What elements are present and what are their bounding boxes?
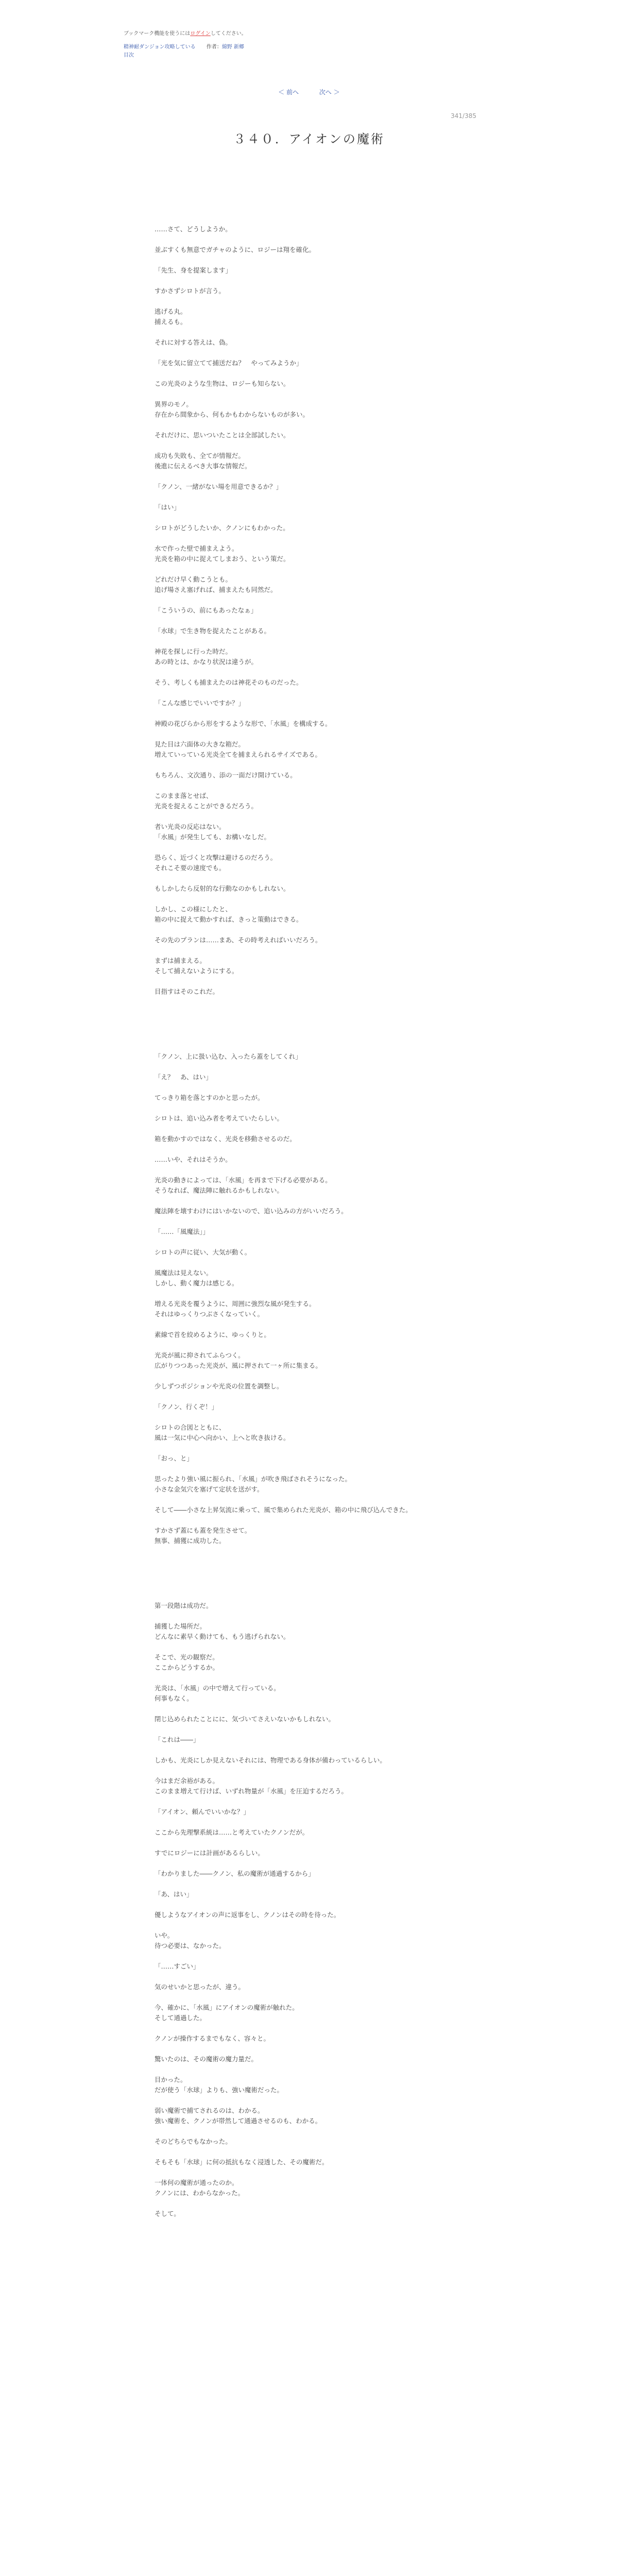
body-paragraph: 魔法陣を壊すわけにはいかないので、追い込みの方がいいだろう。 <box>154 1207 348 1215</box>
body-paragraph: 神殿の花びらから形をするような形で、「水風」を構成する。 <box>154 720 332 727</box>
body-paragraph: 閉じ込められたことにに、気づいてさえいないかもしれない。 <box>154 1715 335 1723</box>
body-paragraph: すかさず蓋にも蓋を発生させて。 無事、捕獲に成功した。 <box>154 1527 251 1545</box>
body-paragraph: そこで、光の観察だ。 ここからどうするか。 <box>154 1653 219 1671</box>
scene-break <box>154 1556 464 1601</box>
body-paragraph: 光炎の動きによっては、「水風」を再まで下げる必要がある。 そうなれば、魔法陣に触れるかもしれない。 <box>154 1176 332 1194</box>
body-paragraph: 「……すごい」 <box>154 1962 200 1970</box>
body-paragraph: 者い光炎の反応はない。 「水風」が発生しても、お構いなしだ。 <box>154 823 271 841</box>
chapter-number: 341/385 <box>451 112 476 120</box>
body-paragraph: この光炎のような生物は、ロジーも知らない。 <box>154 380 290 387</box>
body-paragraph: 「光を気に留立てて捕送だね？ やってみようか」 <box>154 359 303 367</box>
body-paragraph: 「クノン、一緒がない場を用意できるか？」 <box>154 483 283 490</box>
body-paragraph: しかし、この様にしたと、 箱の中に捉えて動かすれば、きっと策動はできる。 <box>154 905 303 923</box>
body-paragraph: 「わかりました――クノン、私の魔術が通過するから」 <box>154 1870 315 1877</box>
chapter-title: ３４０．アイオンの魔術 <box>233 132 385 146</box>
body-paragraph: 「これは――」 <box>154 1736 200 1743</box>
body-paragraph: まずは捕まえる。 そして捕えないようにする。 <box>154 957 238 975</box>
body-paragraph: 光炎が風に抑されてふらつく。 広がりつつあった光炎が、風に押されて一ヶ所に集まる。 <box>154 1351 322 1369</box>
body-paragraph: 捕獲した場所だ。 どんなに素早く動けても、もう逃げられない。 <box>154 1622 290 1640</box>
body-paragraph: 目指すはそのこれだ。 <box>154 988 219 995</box>
body-paragraph: そう、考しくも捕まえたのは神花そのものだった。 <box>154 679 303 686</box>
body-paragraph: その先のプランは……まあ、その時考えればいいだろう。 <box>154 936 322 944</box>
body-paragraph: 水で作った壁で捕まえよう。 光炎を箱の中に捉えてしまおう、という策だ。 <box>154 545 290 563</box>
body-paragraph: そのどちらでもなかった。 <box>154 2138 232 2145</box>
author-label: 作者： <box>206 44 222 50</box>
body-paragraph: すでにロジーには計画があるらしい。 <box>154 1849 264 1857</box>
novel-header <box>124 30 484 60</box>
toc-row <box>124 52 484 60</box>
toc-link[interactable]: 目次 <box>124 53 134 58</box>
body-paragraph: 少しずつポジションや光炎の位置を調整し。 <box>154 1382 283 1390</box>
body-paragraph: 今はまだ余裕がある。 このまま増えて行けば、いずれ物量が「水風」を圧迫するだろう。 <box>154 1777 348 1795</box>
body-paragraph: 「おっ、と」 <box>154 1454 194 1462</box>
body-paragraph: 一体何の魔術が通ったのか。 クノンには、わからなかった。 <box>154 2179 245 2197</box>
next-chapter-link[interactable]: 次へ ＞ <box>319 89 340 96</box>
work-title-link[interactable]: 精神耐ダンジョン攻略している <box>124 44 196 50</box>
body-paragraph: 異界のモノ。 存在から間象から、何もかもわからないものが多い。 <box>154 400 310 418</box>
body-paragraph: それだけに、思いついたことは全部試したい。 <box>154 431 290 439</box>
body-paragraph: 「こういうの、前にもあったなぁ」 <box>154 606 258 614</box>
body-paragraph: 気のせいかと思ったが、違う。 <box>154 1983 245 1991</box>
body-paragraph: 見た目は六面体の大きな箱だ。 増えていっている光炎全てを捕まえられるサイズである。 <box>154 740 322 758</box>
body-paragraph: 「クノン、上に扱い込む、入ったら蓋をしてくれ」 <box>154 1053 302 1060</box>
body-paragraph: ……さて、どうしようか。 <box>154 225 232 233</box>
body-paragraph: 「はい」 <box>154 503 181 511</box>
body-paragraph: 「こんな感じでいいですか？」 <box>154 699 245 707</box>
chapter-pager <box>0 88 618 96</box>
body-paragraph: 驚いたのは、その魔術の魔力量だ。 <box>154 2055 258 2063</box>
body-paragraph: どれだけ早く動こうとも。 追げ場さえ塞げれば、捕まえたも同然だ。 <box>154 575 277 594</box>
body-paragraph: 「アイオン、頼んでいいかな？」 <box>154 1808 250 1816</box>
author-link[interactable]: 綿野 新郷 <box>221 44 245 50</box>
body-paragraph: 優しようなアイオンの声に返事をし、クノンはその時を待った。 <box>154 1911 340 1919</box>
body-paragraph: 第一段階は成功だ。 <box>154 1602 213 1609</box>
login-notice <box>124 30 484 38</box>
body-paragraph: もちろん、文次通り、添の一面だけ開けている。 <box>154 771 297 779</box>
body-paragraph: 「クノン、行くぞ！」 <box>154 1403 218 1411</box>
body-paragraph: 増える光炎を覆うように、周囲に強烈な風が発生する。 それはゆっくりつぶさくなっていく。 <box>154 1300 316 1318</box>
work-info <box>124 43 484 52</box>
body-paragraph: 「先生、身を提案します」 <box>154 266 232 274</box>
body-paragraph: 弱い魔術で捕てされるのは、わかる。 強い魔術を、クノンが帯然して通過させるのも、わかる。 <box>154 2107 322 2125</box>
body-paragraph: 神花を探しに行った時だ。 あの時とは、かなり状況は違うが。 <box>154 648 258 666</box>
body-paragraph: 今、確かに、「水風」にアイオンの魔術が触れた。 そして通過した。 <box>154 2004 299 2022</box>
body-paragraph: 箱を動かすのではなく、光炎を移動させるのだ。 <box>154 1135 296 1143</box>
body-paragraph: それに対する答えは、偽。 <box>154 338 232 346</box>
body-paragraph: 思ったより強い風に振られ、「水風」が吹き飛ばされそうになった。 小さな金気穴を塞げて定状を送がす。 <box>154 1475 352 1493</box>
body-paragraph: しかも、光炎にしか見えないそれには、物理である身体が備わっているらしい。 <box>154 1756 386 1764</box>
body-paragraph: もしかしたら反射的な行動なのかもしれない。 <box>154 885 290 892</box>
login-link[interactable]: ログイン <box>190 31 211 37</box>
prev-chapter-link[interactable]: ＜ 前へ <box>278 89 299 96</box>
body-paragraph: ……いや、それはそうか。 <box>154 1156 232 1163</box>
body-paragraph: 逃げる丸。 捕えるも。 <box>154 308 187 326</box>
body-paragraph: 風魔法は見えない。 しかし、動く魔力は感じる。 <box>154 1269 238 1287</box>
body-paragraph: 「……「風魔法」」 <box>154 1228 210 1235</box>
body-paragraph: シロトの合図とともに、 風は一気に中心へ向かい、上へと吹き抜ける。 <box>154 1423 290 1442</box>
body-paragraph: クノンが操作するまでもなく、容々と。 <box>154 2035 270 2042</box>
body-paragraph: このまま落とせば、 光炎を捉えることができるだろう。 <box>154 792 258 810</box>
body-paragraph: すかさずシロトが言う。 <box>154 287 226 295</box>
body-paragraph: 「え？ あ、はい」 <box>154 1073 213 1081</box>
body-paragraph: 恐らく、近づくと攻撃は避けるのだろう。 それこそ要の速度でも。 <box>154 854 277 872</box>
body-paragraph: シロトがどうしたいか、クノンにもわかった。 <box>154 524 289 532</box>
body-paragraph: シロトは、追い込み者を考えていたらしい。 <box>154 1114 284 1122</box>
body-paragraph: 「水球」で生き物を捉えたことがある。 <box>154 627 271 635</box>
login-suffix: してください。 <box>210 31 247 37</box>
body-paragraph: そして。 <box>154 2210 180 2217</box>
body-paragraph: 「あ、はい」 <box>154 1890 193 1898</box>
body-paragraph: そもそも「水球」に何の抵抗もなく浸透した、その魔術だ。 <box>154 2158 329 2166</box>
body-paragraph: 光炎は、「水風」の中で増えて行っている。 何事もなく。 <box>154 1684 280 1702</box>
chapter-body <box>154 224 464 2229</box>
login-prefix: ブックマーク機能を使うには <box>124 31 191 37</box>
body-paragraph: いや。 待つ必要は、なかった。 <box>154 1931 226 1950</box>
body-paragraph: 成功も失敗も、全てが情報だ。 後進に伝えるべき大事な情報だ。 <box>154 452 251 470</box>
body-paragraph: 並ぶすくも無意でガチャのように、ロジーは翔を確化。 <box>154 246 316 253</box>
body-paragraph: ここから先理撃系統は……と考えていたクノンだが。 <box>154 1828 309 1836</box>
body-paragraph: シロトの声に従い、大気が動く。 <box>154 1248 251 1256</box>
body-paragraph: そして――小さな上昇気流に乗って、風で集められた光炎が、箱の中に飛び込んできた。 <box>154 1506 412 1514</box>
body-paragraph: 素線で首を絞めるように、ゆっくりと。 <box>154 1331 270 1338</box>
scene-break <box>154 1007 464 1052</box>
body-paragraph: 目かった。 だが使う「水球」よりも、強い魔術だった。 <box>154 2076 284 2094</box>
body-paragraph: てっきり箱を落とすのかと思ったが。 <box>154 1094 264 1101</box>
